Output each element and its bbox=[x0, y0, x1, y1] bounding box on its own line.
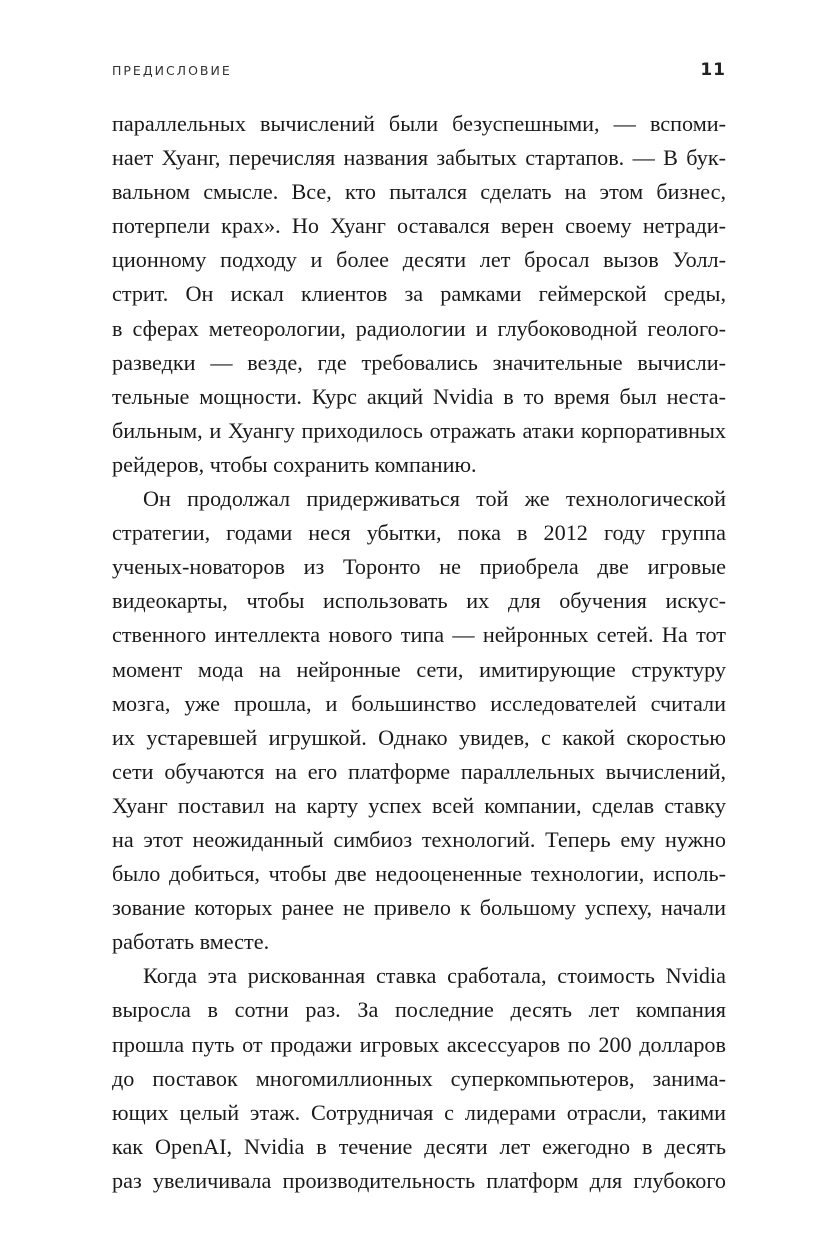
text-line: выросла в сотни раз. За последние десять лет компания bbox=[112, 997, 726, 1023]
text-line: Хуанг поставил на карту успех всей компании, сделав ставку bbox=[112, 792, 726, 818]
text-line: работать вместе. bbox=[112, 929, 270, 955]
body-text bbox=[112, 107, 726, 1198]
text-line: нает Хуанг, перечисляя названия забытых стартапов. — В бук- bbox=[112, 145, 726, 171]
text-line: зование которых ранее не привело к большому успеху, начали bbox=[112, 895, 726, 921]
text-line: Когда эта рискованная ставка сработала, стоимость Nvidia bbox=[143, 963, 726, 989]
text-line: в сферах метеорологии, радиологии и глубоководной геолого- bbox=[112, 315, 726, 341]
text-line: вальном смысле. Все, кто пытался сделать на этом бизнес, bbox=[112, 179, 726, 205]
text-line: мозга, уже прошла, и большинство исследователей считали bbox=[112, 690, 726, 716]
text-line: ученых-новаторов из Торонто не приобрела две игровые bbox=[112, 554, 726, 580]
text-line: как OpenAI, Nvidia в течение десяти лет ежегодно в десять bbox=[112, 1133, 726, 1159]
text-line: бильным, и Хуангу приходилось отражать атаки корпоративных bbox=[112, 417, 726, 443]
text-line: момент мода на нейронные сети, имитирующие структуру bbox=[112, 656, 726, 682]
text-line: раз увеличивала производительность платформ для глубокого bbox=[112, 1167, 726, 1193]
text-line: до поставок многомиллионных суперкомпьютеров, занима- bbox=[112, 1065, 726, 1091]
text-line: ционному подходу и более десяти лет бросал вызов Уолл- bbox=[112, 247, 726, 273]
text-line: тельные мощности. Курс акций Nvidia в то время был неста- bbox=[112, 383, 726, 409]
paragraph bbox=[112, 107, 726, 482]
text-line: ственного интеллекта нового типа — нейронных сетей. На тот bbox=[112, 622, 726, 648]
text-line: видеокарты, чтобы использовать их для обучения искус- bbox=[112, 588, 726, 614]
text-line: стрит. Он искал клиентов за рамками геймерской среды, bbox=[112, 281, 726, 307]
paragraph bbox=[112, 482, 726, 959]
text-line: стратегии, годами неся убытки, пока в 2012 году группа bbox=[112, 520, 726, 546]
text-line: Он продолжал придерживаться той же технологической bbox=[143, 486, 726, 512]
text-line: параллельных вычислений были безуспешными, — вспоми- bbox=[112, 111, 726, 136]
text-line: на этот неожиданный симбиоз технологий. Теперь ему нужно bbox=[112, 826, 726, 852]
section-title: ПРЕДИСЛОВИЕ bbox=[112, 63, 232, 78]
text-line: прошла путь от продажи игровых аксессуаров по 200 долларов bbox=[112, 1031, 726, 1057]
text-line: потерпели крах». Но Хуанг оставался верен своему нетради- bbox=[112, 213, 726, 239]
text-line: разведки — везде, где требовались значительные вычисли- bbox=[112, 349, 726, 375]
text-line: было добиться, чтобы две недооцененные технологии, исполь- bbox=[112, 861, 726, 887]
text-line: ющих целый этаж. Сотрудничая с лидерами отрасли, такими bbox=[112, 1099, 726, 1125]
text-line: сети обучаются на его платформе параллельных вычислений, bbox=[112, 758, 726, 784]
text-line: рейдеров, чтобы сохранить компанию. bbox=[112, 451, 477, 477]
paragraph bbox=[112, 959, 726, 1198]
page-number: 11 bbox=[700, 60, 726, 80]
running-head bbox=[112, 60, 726, 84]
text-line: их устаревшей игрушкой. Однако увидев, с какой скоростью bbox=[112, 724, 726, 750]
